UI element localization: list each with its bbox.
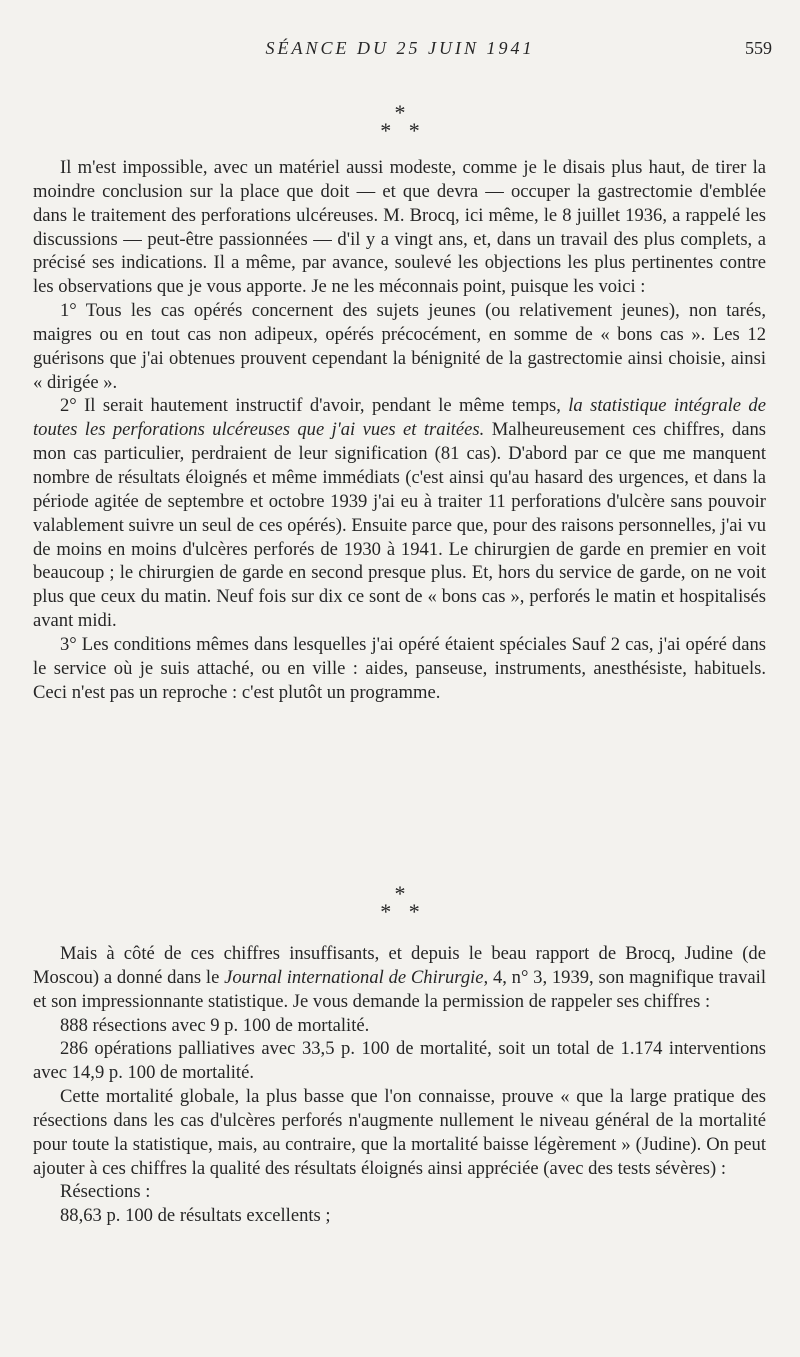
text-run: Mais à côté de ces chiffres insuffisants, et depuis le beau rapport de Brocq, Judine (de Moscou) a donné dans le	[33, 943, 766, 988]
statistic-line: 286 opérations palliatives avec 33,5 p. 100 de mortalité, soit un total de 1.174 interventions avec 14,9 p. 100 de mortalité.	[33, 1038, 766, 1084]
text-run: 2° Il serait hautement instructif d'avoir, pendant le même temps,	[60, 395, 569, 417]
asterism-separator	[0, 881, 800, 924]
paragraph	[33, 942, 766, 1014]
paragraph-point-1: 1° Tous les cas opérés concernent des sujets jeunes (ou relativement jeunes), non tarés, maigres ou en tout cas non adipeux, opérés précocément, en somme de « bons cas ». Les 12 guérisons que j'ai obtenues prouvent cependant la bénignité de la gastrectomie ainsi choisie, ainsi « dirigée ».	[33, 300, 766, 393]
page-number: 559	[745, 38, 772, 58]
statistic-line: 888 résections avec 9 p. 100 de mortalité.	[60, 1014, 370, 1036]
paragraph-point-2	[33, 394, 766, 632]
paragraph: Il m'est impossible, avec un matériel aussi modeste, comme je le disais plus haut, de tirer la moindre conclusion sur la place que doit — et que devra — occuper la gastrectomie d'emblée dans le traitement des perforations ulcéreuses. M. Brocq, ici même, le 8 juillet 1936, a rappelé les discussions — peut-être passionnées — d'il y a vingt ans, et, dans un travail des plus complets, a précisé ses indications. Il a même, par avance, soulevé les objections les plus pertinentes contre les observations que je vous apporte. Je ne les méconnais point, puisque les voici :	[33, 157, 766, 298]
paragraph-point-3: 3° Les conditions mêmes dans lesquelles j'ai opéré étaient spéciales Sauf 2 cas, j'ai opéré dans le service où je suis attaché, ou en ville : aides, panseuse, instruments, anesthésiste, habituels. Ceci n'est pas un reproche : c'est plutôt un programme.	[33, 633, 766, 703]
journal-title: Journal international de Chirurgie,	[224, 966, 489, 988]
emphasis-text: la statistique intégrale de toutes les perforations ulcéreuses que j'ai vues et traitées.	[33, 395, 766, 441]
asterism-separator	[0, 100, 800, 143]
section-1	[33, 156, 766, 704]
asterism-bottom: * *	[380, 118, 426, 143]
statistic-line: 88,63 p. 100 de résultats excellents ;	[60, 1205, 331, 1227]
page-header	[0, 38, 800, 64]
asterism-top: *	[394, 100, 406, 125]
text-run: 4, n° 3, 1939, son magnifique travail et son impressionnante statistique. Je vous demande la permission de rappeler ses chiffres :	[33, 966, 766, 1012]
list-heading: Résections :	[60, 1181, 151, 1203]
text-run: Malheureusement ces chiffres, dans mon cas particulier, perdraient de leur signification (81 cas). D'abord par ce que me manquent nombre de résultats éloignés et même immédiats (c'est ainsi qu'au hasard des urgences, et dans la période agitée de septembre et octobre 1939 j'ai eu à traiter 11 perforations d'ulcère sans pouvoir valablement suivre un seul de ces opérés). Ensuite parce que, pour des raisons personnelles, j'ai vu de moins en moins d'ulcères perforés de 1930 à 1941. Le chirurgien de garde en premier en voit beaucoup ; le chirurgien de garde en second presque plus. Et, hors du service de garde, on ne voit plus que ceux du matin. Neuf fois sur dix ce sont de « bons cas », perforés le matin et hospitalisés avant midi.	[33, 419, 766, 632]
paragraph: Cette mortalité globale, la plus basse que l'on connaisse, prouve « que la large pratique des résections dans les cas d'ulcères perforés n'augmente nullement le niveau général de la mortalité pour toute la statistique, mais, au contraire, que la mortalité baisse légèrement » (Judine). On peut ajouter à ces chiffres la qualité des résultats éloignés ainsi appréciée (avec des tests sévères) :	[33, 1086, 766, 1179]
section-2	[33, 942, 766, 1228]
asterism-bottom: * *	[380, 899, 426, 924]
running-title: SÉANCE DU 25 JUIN 1941	[265, 38, 535, 58]
asterism-top: *	[394, 881, 406, 906]
